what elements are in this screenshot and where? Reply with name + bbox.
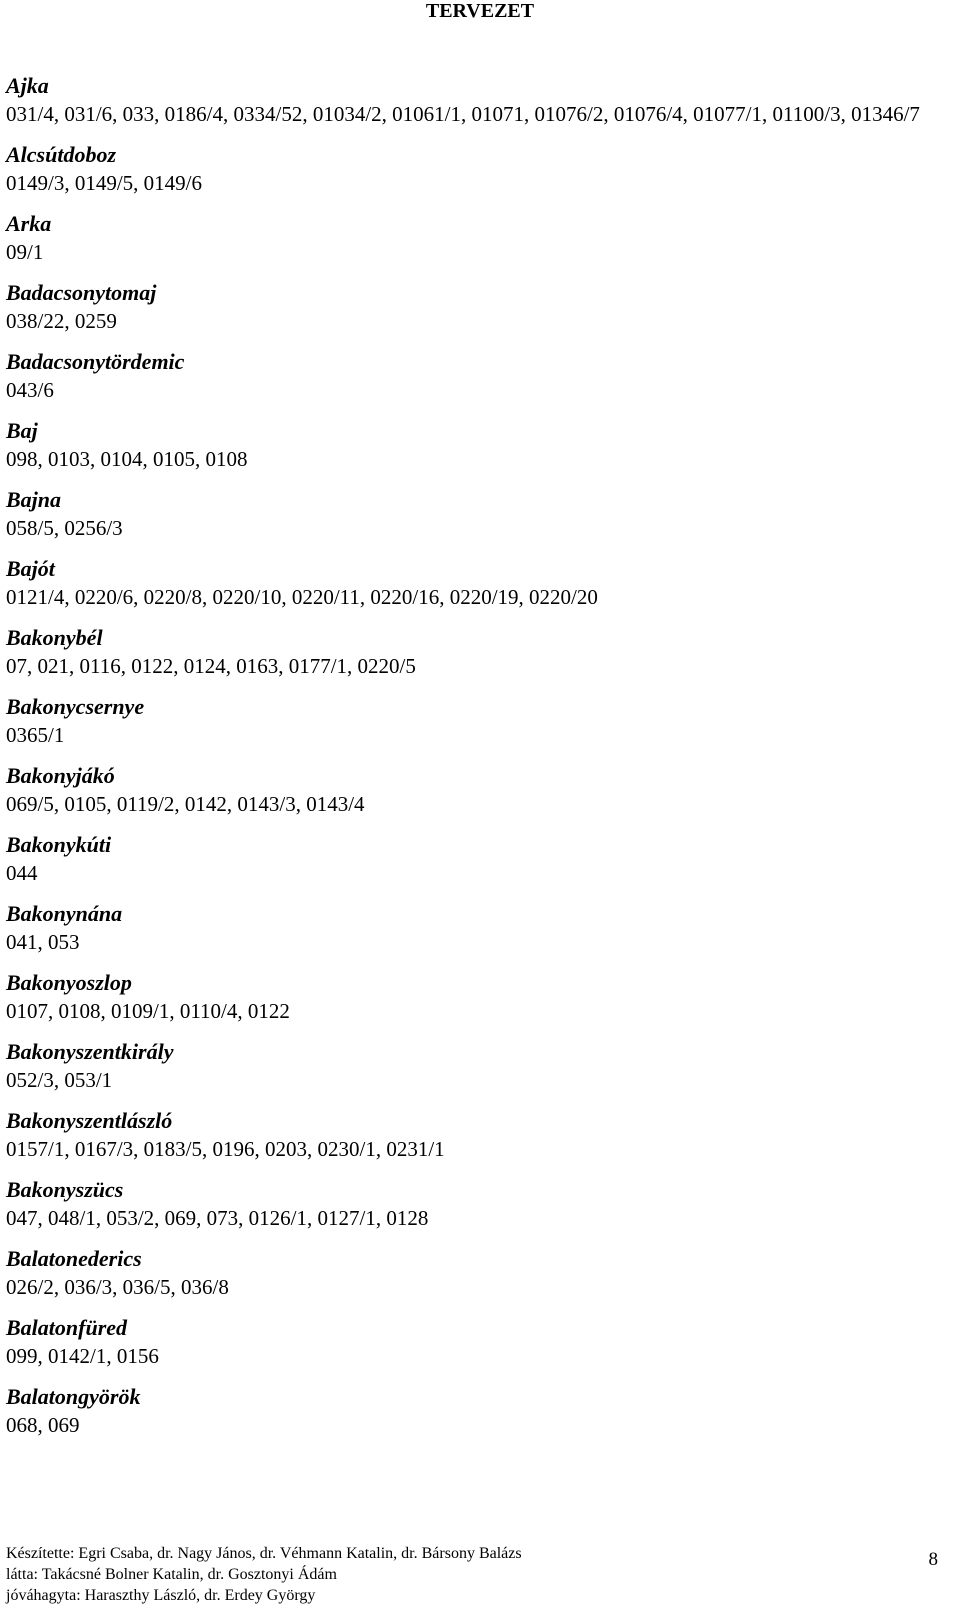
- town-entry: [6, 1106, 946, 1164]
- town-entry: [6, 1175, 946, 1233]
- town-entry: [6, 209, 946, 267]
- town-entry: [6, 140, 946, 198]
- town-name: Bakonyoszlop: [6, 970, 132, 995]
- town-name: Bakonycsernye: [6, 694, 145, 719]
- prepared-by-line: Készítette: Egri Csaba, dr. Nagy János, dr. Véhmann Katalin, dr. Bársony Balázs: [6, 1545, 522, 1562]
- town-name: Bajót: [6, 556, 55, 581]
- parcel-numbers: 0365/1: [6, 723, 65, 747]
- parcel-list: [6, 71, 946, 1451]
- town-entry: [6, 623, 946, 681]
- parcel-numbers: 0157/1, 0167/3, 0183/5, 0196, 0203, 0230/1, 0231/1: [6, 1137, 445, 1161]
- town-name: Bakonyjákó: [6, 763, 115, 788]
- parcel-numbers: 044: [6, 861, 38, 885]
- town-name: Baj: [6, 418, 38, 443]
- town-name: Balatongyörök: [6, 1384, 141, 1409]
- town-name: Bakonyszentkirály: [6, 1039, 174, 1064]
- town-entry: [6, 278, 946, 336]
- town-name: Arka: [6, 211, 52, 236]
- parcel-numbers: 07, 021, 0116, 0122, 0124, 0163, 0177/1, 0220/5: [6, 654, 416, 678]
- town-entry: [6, 1313, 946, 1371]
- parcel-numbers: 069/5, 0105, 0119/2, 0142, 0143/3, 0143/4: [6, 792, 365, 816]
- parcel-numbers: 0107, 0108, 0109/1, 0110/4, 0122: [6, 999, 290, 1023]
- town-entry: [6, 968, 946, 1026]
- parcel-numbers: 058/5, 0256/3: [6, 516, 123, 540]
- town-name: Badacsonytomaj: [6, 280, 157, 305]
- town-entry: [6, 692, 946, 750]
- parcel-numbers: 0149/3, 0149/5, 0149/6: [6, 171, 203, 195]
- town-name: Bakonyszücs: [6, 1177, 124, 1202]
- town-entry: [6, 485, 946, 543]
- parcel-numbers: 041, 053: [6, 930, 80, 954]
- parcel-numbers: 09/1: [6, 240, 44, 264]
- town-entry: [6, 899, 946, 957]
- parcel-numbers: 0121/4, 0220/6, 0220/8, 0220/10, 0220/11, 0220/16, 0220/19, 0220/20: [6, 585, 598, 609]
- town-name: Bakonykúti: [6, 832, 112, 857]
- town-name: Badacsonytördemic: [6, 349, 185, 374]
- town-entry: [6, 1244, 946, 1302]
- town-entry: [6, 554, 946, 612]
- parcel-numbers: 038/22, 0259: [6, 309, 117, 333]
- parcel-numbers: 043/6: [6, 378, 54, 402]
- parcel-numbers: 098, 0103, 0104, 0105, 0108: [6, 447, 248, 471]
- town-name: Bakonyszentlászló: [6, 1108, 173, 1133]
- draft-title: TERVEZET: [425, 0, 535, 22]
- town-name: Balatonederics: [6, 1246, 142, 1271]
- parcel-numbers: 068, 069: [6, 1413, 80, 1437]
- town-name: Alcsútdoboz: [6, 142, 117, 167]
- document-header: [0, 0, 960, 22]
- parcel-numbers: 031/4, 031/6, 033, 0186/4, 0334/52, 01034/2, 01061/1, 01071, 01076/2, 01076/4, 01077/1, 01100/3, 01346/7: [6, 102, 920, 126]
- parcel-numbers: 052/3, 053/1: [6, 1068, 113, 1092]
- town-entry: [6, 761, 946, 819]
- town-name: Balatonfüred: [6, 1315, 128, 1340]
- town-name: Bakonybél: [6, 625, 103, 650]
- approved-by-line: jóváhagyta: Haraszthy László, dr. Erdey György: [6, 1587, 316, 1604]
- town-name: Ajka: [6, 73, 49, 98]
- parcel-numbers: 099, 0142/1, 0156: [6, 1344, 159, 1368]
- page-number: 8: [928, 1549, 938, 1570]
- town-entry: [6, 71, 946, 129]
- town-name: Bajna: [6, 487, 62, 512]
- reviewed-by-line: látta: Takácsné Bolner Katalin, dr. Gosztonyi Ádám: [6, 1566, 337, 1583]
- footer-credits: [6, 1543, 522, 1606]
- town-name: Bakonynána: [6, 901, 123, 926]
- town-entry: [6, 830, 946, 888]
- parcel-numbers: 026/2, 036/3, 036/5, 036/8: [6, 1275, 229, 1299]
- town-entry: [6, 347, 946, 405]
- town-entry: [6, 416, 946, 474]
- parcel-numbers: 047, 048/1, 053/2, 069, 073, 0126/1, 0127/1, 0128: [6, 1206, 429, 1230]
- town-entry: [6, 1382, 946, 1440]
- town-entry: [6, 1037, 946, 1095]
